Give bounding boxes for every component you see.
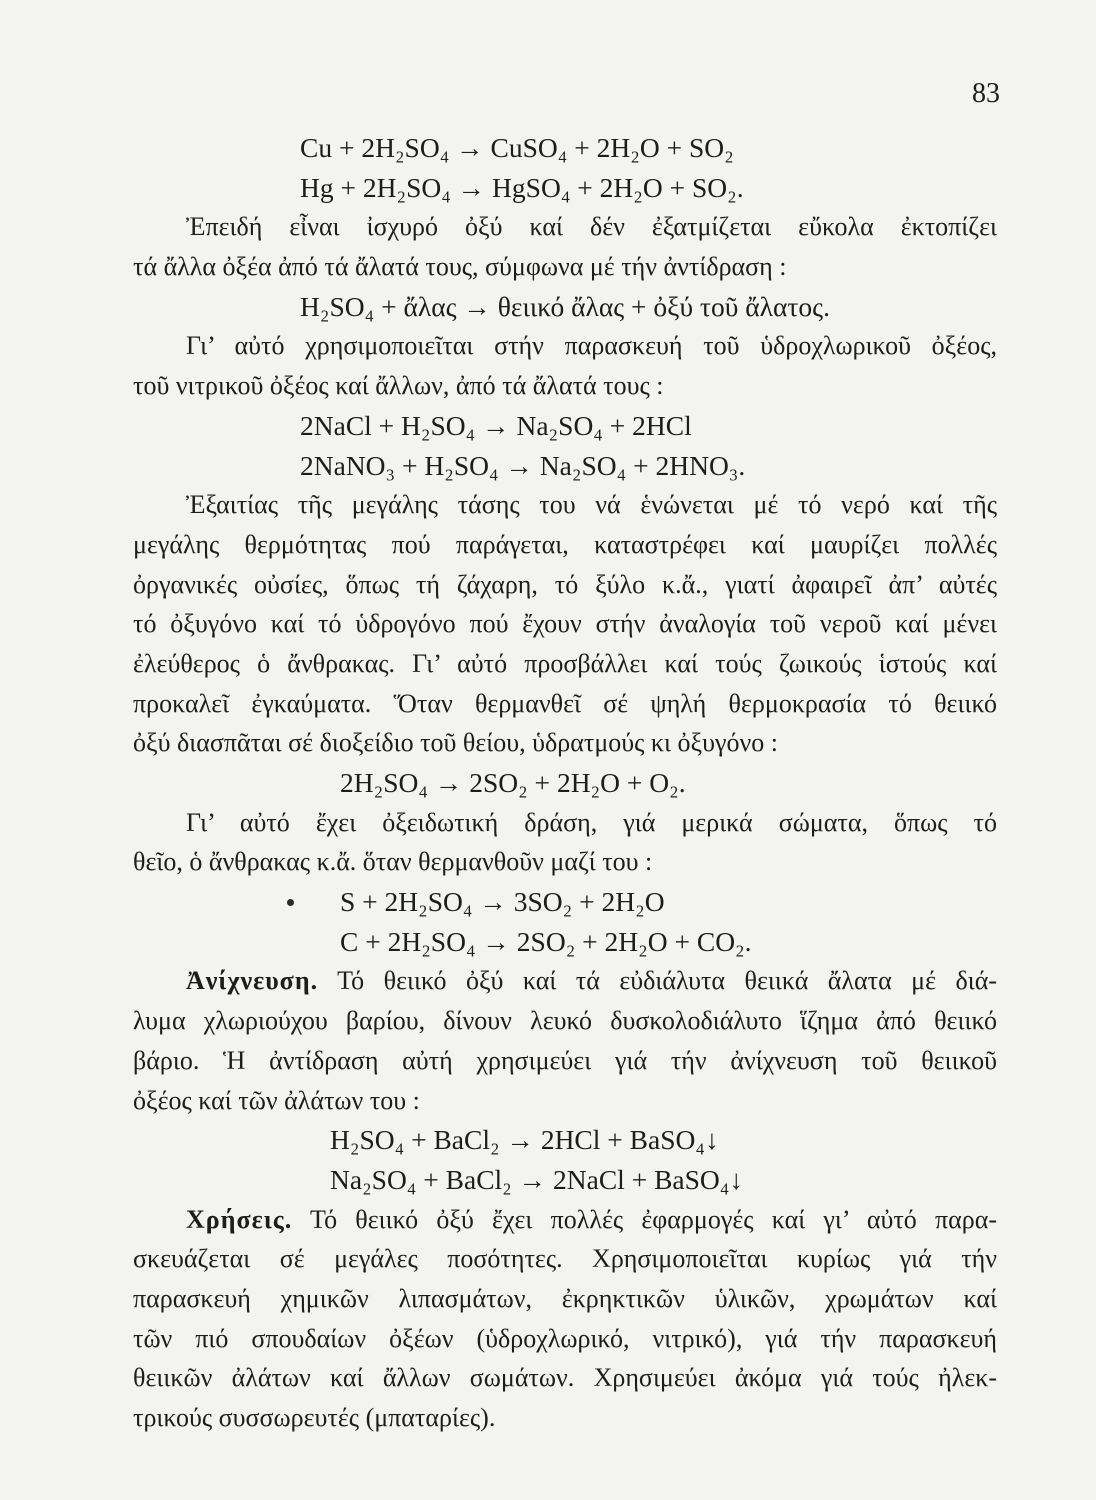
- paragraph-line: θεῖο, ὁ ἄνθρακας κ.ἄ. ὅταν θερμανθοῦν μαζί του :: [133, 847, 653, 877]
- paragraph-line: σκευάζεται σέ μεγάλες ποσότητες. Χρησιμοποιεῖται κυρίως γιά τήν: [133, 1244, 997, 1274]
- paragraph-line: Ἐπειδή εἶναι ἰσχυρό ὀξύ καί δέν ἐξατμίζεται εὔκολα ἐκτοπίζει: [186, 212, 997, 242]
- paragraph-line: τά ἄλλα ὀξέα ἀπό τά ἄλατά τους, σύμφωνα μέ τήν ἀντίδραση :: [133, 252, 787, 282]
- equation-text: S + 2H₂SO₄ → 3SO₂ + 2H₂O: [340, 886, 665, 918]
- section-heading-detection: Ἀνίχνευση.: [186, 966, 319, 996]
- equation-sulfur-oxidation: [133, 882, 997, 922]
- paragraph-line: [133, 1200, 997, 1240]
- page-text-block: [133, 128, 997, 1438]
- paragraph-line: ἐλεύθερος ὁ ἄνθρακας. Γι’ αὐτό προσβάλλει καί τούς ζωικούς ἱστούς καί: [133, 648, 997, 678]
- paragraph-line-text: Τό θειικό ὀξύ ἔχει πολλές ἐφαρμογές καί γι’ αὐτό παρα-: [309, 1204, 997, 1234]
- paragraph-line: προκαλεῖ ἐγκαύματα. Ὅταν θερμανθεῖ σέ ψηλή θερμοκρασία τό θειικό: [133, 688, 997, 718]
- equation-displacement: H₂SO₄ + ἄλας → θειικό ἄλας + ὀξύ τοῦ ἄλατος.: [300, 290, 830, 322]
- paragraph-line: Γι’ αὐτό χρησιμοποιεῖται στήν παρασκευή τοῦ ὑδροχλωρικοῦ ὀξέος,: [186, 331, 997, 361]
- paragraph-line: ὀξέος καί τῶν ἀλάτων του :: [133, 1085, 420, 1115]
- paragraph-line: τρικούς συσσωρευτές (μπαταρίες).: [133, 1403, 496, 1432]
- paragraph-line: ὀργανικές οὐσίες, ὅπως τή ζάχαρη, τό ξύλο κ.ἄ., γιατί ἀφαιρεῖ ἀπ’ αὐτές: [133, 569, 997, 599]
- section-heading-uses: Χρήσεις.: [186, 1204, 293, 1234]
- equation-hcl-preparation: 2NaCl + H₂SO₄ → Na₂SO₄ + 2HCl: [300, 409, 692, 441]
- paragraph-line: παρασκευή χημικῶν λιπασμάτων, ἐκρηκτικῶν ὑλικῶν, χρωμάτων καί: [133, 1283, 997, 1313]
- equation-salt-barium: Na₂SO₄ + BaCl₂ → 2NaCl + BaSO₄↓: [330, 1163, 744, 1195]
- paragraph-line: θειικῶν ἀλάτων καί ἄλλων σωμάτων. Χρησιμεύει ἀκόμα γιά τούς ἠλεκ-: [133, 1363, 997, 1393]
- paragraph-line: τῶν πιό σπουδαίων ὀξέων (ὑδροχλωρικό, νιτρικό), γιά τήν παρασκευή: [133, 1323, 997, 1353]
- paragraph-line: [133, 961, 997, 1001]
- print-dot-mark: [287, 899, 294, 906]
- equation-hno3-preparation: 2NaNO₃ + H₂SO₄ → Na₂SO₄ + 2HNO₃.: [300, 449, 746, 481]
- paragraph-line: ὀξύ διασπᾶται σέ διοξείδιο τοῦ θείου, ὑδρατμούς κι ὀξυγόνο :: [133, 728, 778, 758]
- paragraph-line: τοῦ νιτρικοῦ ὀξέος καί ἄλλων, ἀπό τά ἄλατά τους :: [133, 371, 664, 401]
- paragraph-line: Ἐξαιτίας τῆς μεγάλης τάσης του νά ἑνώνεται μέ τό νερό καί τῆς: [186, 490, 997, 520]
- paragraph-line-text: Τό θειικό ὀξύ καί τά εὐδιάλυτα θειικά ἄλατα μέ διά-: [337, 966, 997, 996]
- equation-decomposition: 2H₂SO₄ → 2SO₂ + 2H₂O + O₂.: [340, 767, 686, 798]
- paragraph-line: τό ὀξυγόνο καί τό ὑδρογόνο πού ἔχουν στήν ἀναλογία τοῦ νεροῦ καί μένει: [133, 609, 997, 639]
- equation-mercury: Hg + 2H₂SO₄ → HgSO₄ + 2H₂O + SO₂.: [300, 171, 744, 203]
- paragraph-line: λυμα χλωριούχου βαρίου, δίνουν λευκό δυσκολοδιάλυτο ἵζημα ἀπό θειικό: [133, 1006, 997, 1036]
- paragraph-line: μεγάλης θερμότητας πού παράγεται, καταστρέφει καί μαυρίζει πολλές: [133, 529, 997, 559]
- paragraph-line: Γι’ αὐτό ἔχει ὀξειδωτική δράση, γιά μερικά σώματα, ὅπως τό: [186, 807, 997, 837]
- page-number: 83: [972, 78, 1000, 109]
- equation-copper: Cu + 2H₂SO₄ → CuSO₄ + 2H₂O + SO₂: [300, 132, 734, 163]
- equation-carbon-oxidation: C + 2H₂SO₄ → 2SO₂ + 2H₂O + CO₂.: [340, 925, 752, 957]
- equation-acid-barium: H₂SO₄ + BaCl₂ → 2HCl + BaSO₄↓: [330, 1124, 719, 1156]
- paragraph-line: βάριο. Ἡ ἀντίδραση αὐτή χρησιμεύει γιά τήν ἀνίχνευση τοῦ θειικοῦ: [133, 1045, 997, 1075]
